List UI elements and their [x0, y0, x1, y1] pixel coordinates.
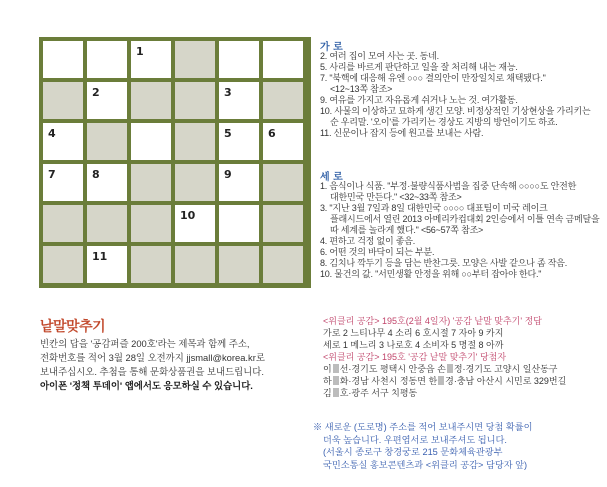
blocked-cell: [131, 82, 171, 119]
across-clue: 2. 여러 집이 모여 사는 곳. 동네.: [320, 51, 439, 61]
address-notice: [313, 421, 603, 471]
answers-across: 가로 2 느티나무 4 소리 6 호시절 7 자아 9 카지: [323, 328, 504, 338]
across-clue: 9. 여유를 가지고 자유롭게 쉬거나 노는 것. 여가활동.: [320, 95, 518, 105]
down-heading: 세 로: [320, 172, 343, 183]
blocked-cell: [175, 123, 215, 160]
blocked-cell: [131, 164, 171, 201]
notice-line: ※ 새로운 (도로명) 주소를 적어 보내주시면 당첨 확률이: [313, 422, 533, 432]
winner-surname: 이: [323, 364, 332, 374]
clue-number: 10: [180, 209, 196, 222]
blocked-cell: [87, 123, 127, 160]
entry-line: 빈칸의 답을 '공감퍼즐 200호'라는 제목과 함께 주소,: [40, 338, 250, 349]
down-clue: 6. 어떤 것의 바닥이 되는 부분.: [320, 247, 435, 257]
winner-row: [323, 363, 603, 375]
answer-cell[interactable]: [219, 164, 259, 201]
down-clue: 3. "지난 3월 7일과 8일 대한민국 ○○○○ 대표팀이 미국 레이크: [320, 203, 548, 213]
winners-header: <위클리 공감> 195호 '공감 낱말 맞추기' 당첨자: [323, 352, 507, 362]
blocked-cell: [263, 82, 303, 119]
answer-cell[interactable]: [43, 41, 83, 78]
blocked-cell: [263, 246, 303, 283]
answers-down: 세로 1 메느리 3 나로호 4 소비자 5 명절 8 아까: [323, 340, 504, 350]
answer-cell[interactable]: [175, 205, 215, 242]
across-heading: 가 로: [320, 42, 343, 53]
answers-header: <위클리 공감> 195호(2월 4일자) '공감 낱말 맞추기' 정답: [323, 316, 542, 326]
blocked-cell: [43, 246, 83, 283]
previous-answers: [323, 315, 603, 399]
winner-detail: 경·충남 아산시 시민로 329번길: [445, 376, 567, 386]
answer-cell[interactable]: [263, 123, 303, 160]
entry-app-line: 아이폰 '정책 투데이' 앱에서도 응모하실 수 있습니다.: [40, 380, 253, 391]
blocked-cell: [175, 246, 215, 283]
blocked-cell: [175, 41, 215, 78]
across-clue: 10. 사물의 이상하고 묘하게 생긴 모양. 비정상적인 기상현상을 가리키는: [320, 106, 591, 116]
redaction-mask: [447, 364, 453, 373]
clue-number: 1: [136, 45, 144, 58]
blocked-cell: [175, 82, 215, 119]
blocked-cell: [131, 246, 171, 283]
clue-number: 3: [224, 86, 232, 99]
notice-line: 더욱 높습니다. 우편엽서로 보내주셔도 됩니다.: [323, 434, 507, 445]
across-clue: 11. 신문이나 잡지 등에 원고를 보내는 사람.: [320, 128, 484, 138]
entry-line: 보내주십시오. 추첨을 통해 문화상품권을 보내드립니다.: [40, 366, 264, 377]
down-clue: 4. 편하고 걱정 없이 좋음.: [320, 236, 416, 246]
clue-number: 11: [92, 250, 108, 263]
notice-line: (서울시 종로구 창경궁로 215 문화체육관광부: [323, 447, 503, 457]
across-clue: 5. 사리를 바르게 판단하고 일을 잘 처리해 내는 재능.: [320, 62, 518, 72]
answer-cell[interactable]: [87, 164, 127, 201]
blocked-cell: [263, 164, 303, 201]
winner-detail: 정·경기도 고양시 일산동구: [453, 364, 558, 374]
answer-cell[interactable]: [43, 123, 83, 160]
down-clue: 대한민국 만든다." <32~33쪽 참조>: [330, 192, 462, 202]
redaction-mask: [333, 364, 339, 373]
answer-cell[interactable]: [43, 164, 83, 201]
across-clue: 7. "북핵에 대응해 유엔 ○○○ 결의안이 만장일치로 채택됐다.": [320, 73, 546, 83]
blocked-cell: [175, 164, 215, 201]
clue-number: 9: [224, 168, 232, 181]
down-clue: 플래시드에서 열린 2013 아메리카컵대회 2인승에서 이틀 연속 금메달을: [330, 214, 600, 224]
blocked-cell: [43, 82, 83, 119]
clue-number: 6: [268, 127, 276, 140]
answer-cell[interactable]: [219, 205, 259, 242]
answer-cell[interactable]: [87, 41, 127, 78]
answer-cell[interactable]: [219, 82, 259, 119]
clue-number: 5: [224, 127, 232, 140]
down-clue: 8. 김치나 깍두기 등을 담는 반찬그릇. 모양은 사발 같으나 좀 작음.: [320, 258, 568, 268]
answer-cell[interactable]: [263, 41, 303, 78]
winner-detail: 선·경기도 평택시 안중읍 손: [339, 364, 446, 374]
down-clue: 따 세계를 놀라게 했다." <56~57쪽 참조>: [330, 225, 484, 235]
across-clue-list: [320, 51, 607, 139]
clue-number: 4: [48, 127, 56, 140]
notice-line: 국민소통실 홍보콘텐츠과 <위클리 공감> 담당자 앞): [323, 459, 528, 470]
winner-surname: 하: [323, 376, 332, 386]
answer-cell[interactable]: [87, 246, 127, 283]
down-clue: 1. 음식이나 식품. "부정·불량식품사범을 집중 단속해 ○○○○도 안전한: [320, 181, 577, 191]
redaction-mask: [333, 388, 339, 397]
answer-cell[interactable]: [87, 82, 127, 119]
across-clue: <12~13쪽 참조>: [330, 84, 393, 94]
redaction-mask: [333, 376, 339, 385]
answer-cell[interactable]: [219, 123, 259, 160]
blocked-cell: [43, 205, 83, 242]
winner-detail: 화·경남 사천시 정동면 한: [339, 376, 438, 386]
winner-row: [323, 375, 603, 387]
clue-number: 7: [48, 168, 56, 181]
winner-detail: 호·광주 서구 치평동: [339, 388, 418, 398]
answer-cell[interactable]: [219, 41, 259, 78]
down-clue-list: [320, 181, 607, 280]
blocked-cell: [131, 205, 171, 242]
entry-instructions: [40, 337, 312, 393]
blocked-cell: [263, 205, 303, 242]
entry-title: 낱말맞추기: [40, 319, 106, 335]
winner-surname: 김: [323, 388, 332, 398]
answer-cell[interactable]: [131, 41, 171, 78]
answer-cell[interactable]: [131, 123, 171, 160]
blocked-cell: [219, 246, 259, 283]
across-clue: 순 우리말. '오이'를 가리키는 경상도 지방의 방언이기도 하죠.: [330, 117, 558, 127]
clue-number: 8: [92, 168, 100, 181]
blocked-cell: [87, 205, 127, 242]
winner-row: [323, 387, 603, 399]
down-clue: 10. 물건의 값. "서민생활 안정을 위해 ○○부터 잡아야 한다.": [320, 269, 542, 279]
entry-line: 전화번호를 적어 3월 28일 오전까지 jjsmall@korea.kr로: [40, 352, 265, 363]
redaction-mask: [438, 376, 444, 385]
clue-number: 2: [92, 86, 100, 99]
crossword-grid: [39, 37, 311, 288]
